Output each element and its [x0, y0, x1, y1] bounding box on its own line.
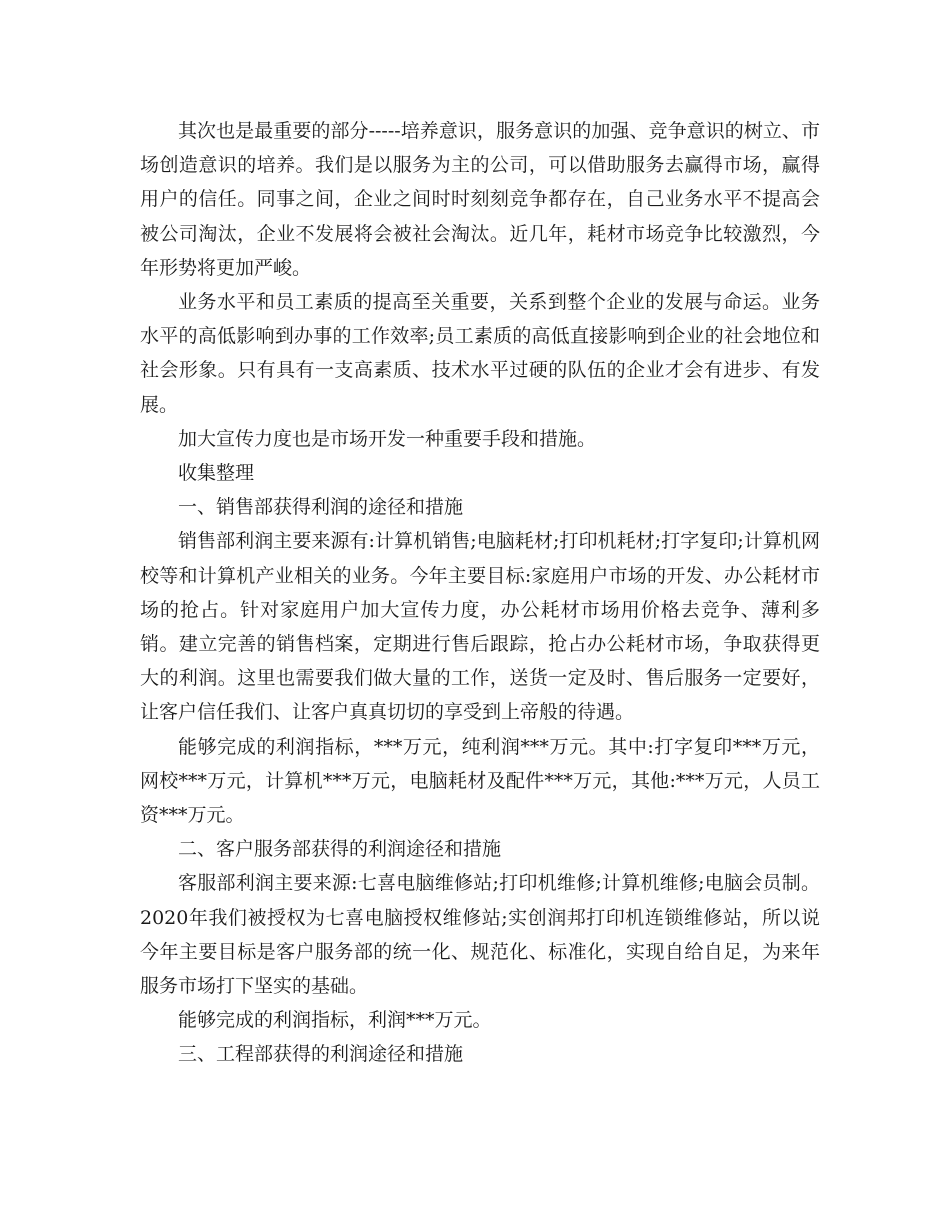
- section-heading-customer-service: 二、客户服务部获得的利润途径和措施: [178, 838, 502, 861]
- paragraph-staff-quality: 业务水平和员工素质的提高至关重要，关系到整个企业的发展与命运。业务水平的高低影响到办事的工作效率;员工素质的高低直接影响到企业的社会地位和社会形象。只有具有一支高素质、技术水平过硬的队伍的企业才会有进步、有发展。: [140, 291, 820, 416]
- paragraph-service-sources: 客服部利润主要来源:七喜电脑维修站;打印机维修;计算机维修;电脑会员制。2020年我们被授权为七喜电脑授权维修站;实创润邦打印机连锁维修站，所以说今年主要目标是客户服务部的统一化、规范化、标准化，实现自给自足，为来年服务市场打下坚实的基础。: [140, 872, 820, 998]
- paragraph-service-targets: 能够完成的利润指标，利润***万元。: [178, 1009, 492, 1032]
- paragraph-publicity: 加大宣传力度也是市场开发一种重要手段和措施。: [178, 427, 597, 450]
- paragraph-sales-sources: 销售部利润主要来源有:计算机销售;电脑耗材;打印机耗材;打字复印;计算机网校等和计算机产业相关的业务。今年主要目标:家庭用户市场的开发、办公耗材市场的抢占。针对家庭用户加大宣传力度，办公耗材市场用价格去竞争、薄利多销。建立完善的销售档案，定期进行售后跟踪，抢占办公耗材市场，争取获得更大的利润。这里也需要我们做大量的工作，送货一定及时、售后服务一定要好，让客户信任我们、让客户真真切切的享受到上帝般的待遇。: [140, 530, 820, 724]
- section-heading-sales: 一、销售部获得利润的途径和措施: [178, 496, 464, 519]
- document-body: [140, 114, 820, 1072]
- paragraph-sales-targets: 能够完成的利润指标，***万元，纯利润***万元。其中:打字复印***万元，网校***万元，计算机***万元，电脑耗材及配件***万元，其他:***万元，人员工资***万元。: [140, 735, 820, 827]
- paragraph-cultivate-awareness: 其次也是最重要的部分-----培养意识，服务意识的加强、竞争意识的树立、市场创造意识的培养。我们是以服务为主的公司，可以借助服务去赢得市场，赢得用户的信任。同事之间，企业之间时时刻刻竞争都存在，自己业务水平不提高会被公司淘汰，企业不发展将会被社会淘汰。近几年，耗材市场竞争比较激烈，今年形势将更加严峻。: [140, 120, 820, 279]
- paragraph-collect-organize: 收集整理: [178, 462, 255, 485]
- section-heading-engineering: 三、工程部获得的利润途径和措施: [178, 1043, 464, 1066]
